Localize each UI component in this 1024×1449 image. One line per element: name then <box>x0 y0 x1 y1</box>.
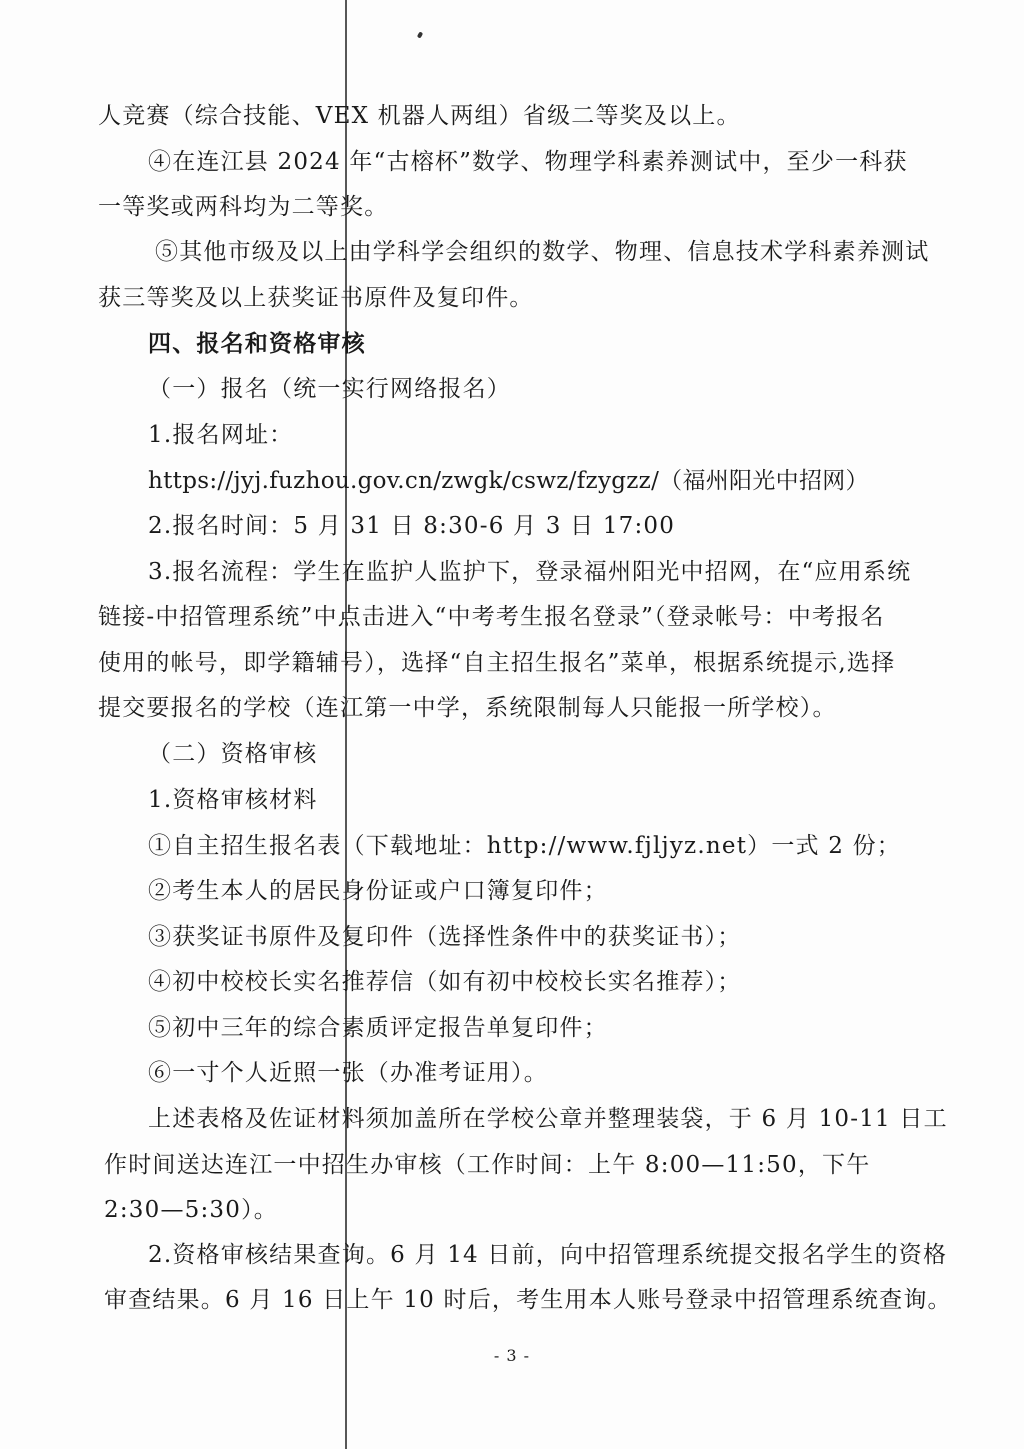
page-number: - 3 - <box>493 1346 531 1365</box>
list-item: ②考生本人的居民身份证或户口簿复印件； <box>148 878 608 904</box>
paragraph-line: 1.资格审核材料 <box>148 787 318 813</box>
scan-speck <box>417 31 423 38</box>
paragraph-line: 审查结果。6 月 16 日上午 10 时后，考生用本人账号登录中招管理系统查询。 <box>104 1287 952 1313</box>
paragraph-line: ④在连江县 2024 年“古榕杯”数学、物理学科素养测试中，至少一科获 <box>148 149 908 175</box>
list-item: ⑥一寸个人近照一张（办准考证用）。 <box>148 1060 548 1086</box>
paragraph-line: ⑤其他市级及以上由学科学会组织的数学、物理、信息技术学科素养测试 <box>155 239 930 265</box>
section-heading: 四、报名和资格审核 <box>148 330 366 357</box>
paragraph-line: 作时间送达连江一中招生办审核（工作时间：上午 8:00—11:50，下午 <box>104 1152 871 1178</box>
paragraph-line: 链接-中招管理系统”中点击进入“中考考生报名登录”（登录帐号：中考报名 <box>98 604 885 630</box>
list-item: ①自主招生报名表（下载地址：http://www.fjljyz.net）一式 2 份； <box>148 833 901 859</box>
paragraph-line: 2.报名时间：5 月 31 日 8:30-6 月 3 日 17:00 <box>148 513 676 539</box>
paragraph-line: 人竞赛（综合技能、VEX 机器人两组）省级二等奖及以上。 <box>98 103 741 129</box>
list-item: ④初中校校长实名推荐信（如有初中校校长实名推荐）； <box>148 969 742 995</box>
registration-url: https://jyj.fuzhou.gov.cn/zwgk/cswz/fzygzz/（福州阳光中招网） <box>148 468 869 494</box>
paragraph-line: 3.报名流程：学生在监护人监护下，登录福州阳光中招网，在“应用系统 <box>148 559 912 585</box>
paragraph-line: 1.报名网址： <box>148 422 294 448</box>
paragraph-line: 上述表格及佐证材料须加盖所在学校公章并整理装袋，于 6 月 10-11 日工 <box>148 1106 948 1132</box>
paragraph-line: 一等奖或两科均为二等奖。 <box>98 194 389 220</box>
list-item: ③获奖证书原件及复印件（选择性条件中的获奖证书）； <box>148 924 742 950</box>
subsection-heading: （二）资格审核 <box>148 741 318 767</box>
list-item: ⑤初中三年的综合素质评定报告单复印件； <box>148 1015 608 1041</box>
paragraph-line: 提交要报名的学校（连江第一中学，系统限制每人只能报一所学校）。 <box>98 695 837 721</box>
paragraph-line: 获三等奖及以上获奖证书原件及复印件。 <box>98 285 534 311</box>
subsection-heading: （一）报名（统一实行网络报名） <box>148 376 511 402</box>
paragraph-line: 2.资格审核结果查询。6 月 14 日前，向中招管理系统提交报名学生的资格 <box>148 1242 948 1268</box>
paragraph-line: 2:30—5:30）。 <box>104 1197 278 1223</box>
paragraph-line: 使用的帐号，即学籍辅号），选择“自主招生报名”菜单，根据系统提示,选择 <box>98 650 896 676</box>
